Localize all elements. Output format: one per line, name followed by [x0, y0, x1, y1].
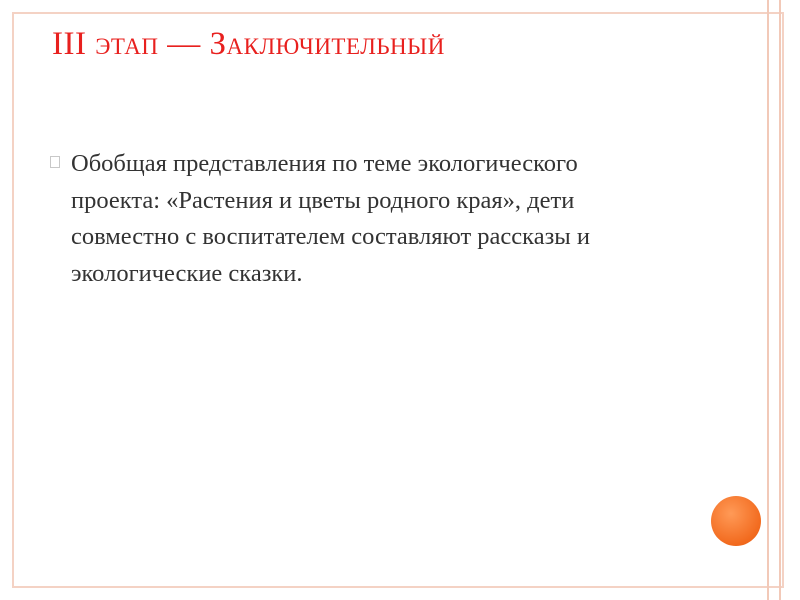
bullet-item: [50, 146, 670, 292]
slide-title: III этап — Заключительный: [52, 26, 445, 62]
orange-circle-icon: [711, 496, 761, 546]
bullet-box-icon: [50, 156, 60, 168]
slide-frame-right-band: [767, 0, 781, 600]
slide-frame: [12, 12, 784, 588]
bullet-text: Обобщая представления по теме экологического проекта: «Растения и цветы родного края», дети совместно с воспитателем составляют рассказы и экологические сказки.: [71, 150, 590, 287]
